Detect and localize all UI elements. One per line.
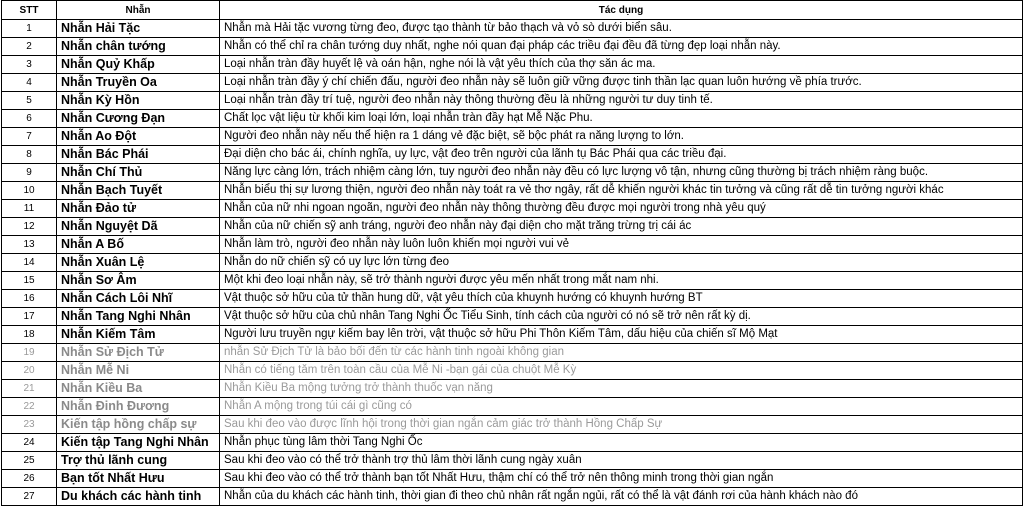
table-row (2, 20, 1023, 38)
table-row (2, 344, 1023, 362)
table-row (2, 254, 1023, 272)
row-effect[interactable]: Nhẫn phục tùng lâm thời Tang Nghi Ốc (220, 434, 1023, 452)
header-row (2, 1, 1023, 20)
row-stt[interactable]: 21 (2, 380, 57, 398)
row-stt[interactable]: 2 (2, 38, 57, 56)
row-stt[interactable]: 16 (2, 290, 57, 308)
row-stt[interactable]: 17 (2, 308, 57, 326)
row-name[interactable]: Nhẫn Chí Thủ (57, 164, 220, 182)
row-stt[interactable]: 14 (2, 254, 57, 272)
row-effect[interactable]: Vật thuộc sở hữu của chủ nhân Tang Nghi Ốc Tiểu Sinh, tính cách của người có nó sẽ trở nên rất kỳ dị. (220, 308, 1023, 326)
row-name[interactable]: Nhẫn Bạch Tuyết (57, 182, 220, 200)
row-effect[interactable]: Nhẫn Kiều Ba mộng tưởng trở thành thuốc vạn năng (220, 380, 1023, 398)
table-row (2, 218, 1023, 236)
row-effect[interactable]: Người đeo nhẫn này nếu thể hiện ra 1 dáng vẻ đặc biệt, sẽ bộc phát ra năng lượng to lớn. (220, 128, 1023, 146)
row-effect[interactable]: Sau khi đeo vào có thể trở thành trợ thủ lâm thời lãnh cung ngày xuân (220, 452, 1023, 470)
header-effect: Tác dụng (220, 1, 1023, 20)
row-effect[interactable]: Chất lọc vật liệu từ khối kim loại lớn, loại nhẫn tràn đầy hạt Mễ Nặc Phu. (220, 110, 1023, 128)
row-stt[interactable]: 9 (2, 164, 57, 182)
row-stt[interactable]: 22 (2, 398, 57, 416)
row-name[interactable]: Nhẫn Tang Nghi Nhân (57, 308, 220, 326)
table-row (2, 290, 1023, 308)
table-row (2, 398, 1023, 416)
header-name: Nhẫn (57, 1, 220, 20)
row-effect[interactable]: Một khi đeo loại nhẫn này, sẽ trở thành người được yêu mến nhất trong mắt nam nhi. (220, 272, 1023, 290)
table-row (2, 416, 1023, 434)
row-effect[interactable]: Năng lực càng lớn, trách nhiệm càng lớn, tuy người đeo nhẫn này đều có lực lượng vô tận, nhưng cũng thường bị trách nhiệm ràng buộc. (220, 164, 1023, 182)
table-row (2, 452, 1023, 470)
table-row (2, 272, 1023, 290)
row-effect[interactable]: Nhẫn A mộng trong túi cái gì cũng có (220, 398, 1023, 416)
row-name[interactable]: Nhẫn Truyền Oa (57, 74, 220, 92)
table-row (2, 74, 1023, 92)
row-name[interactable]: Du khách các hành tinh (57, 488, 220, 506)
row-effect[interactable]: Nhẫn có tiếng tăm trên toàn cầu của Mễ Ni -bạn gái của chuột Mễ Kỳ (220, 362, 1023, 380)
row-stt[interactable]: 18 (2, 326, 57, 344)
table-row (2, 56, 1023, 74)
row-name[interactable]: Nhẫn chân tướng (57, 38, 220, 56)
row-stt[interactable]: 7 (2, 128, 57, 146)
table-row (2, 38, 1023, 56)
table-row (2, 236, 1023, 254)
table-row (2, 380, 1023, 398)
row-effect[interactable]: Đại diện cho bác ái, chính nghĩa, uy lực, vật đeo trên người của lãnh tụ Bác Phái qua các triều đại. (220, 146, 1023, 164)
row-name[interactable]: Nhẫn Xuân Lệ (57, 254, 220, 272)
row-effect[interactable]: Nhẫn của nữ chiến sỹ anh tráng, người đeo nhẫn này đại diện cho mặt trăng trừng trị cái ác (220, 218, 1023, 236)
table-row (2, 182, 1023, 200)
row-name[interactable]: Nhẫn Bác Phái (57, 146, 220, 164)
row-name[interactable]: Nhẫn Kiếm Tâm (57, 326, 220, 344)
row-stt[interactable]: 3 (2, 56, 57, 74)
table-row (2, 362, 1023, 380)
row-effect[interactable]: Nhẫn của du khách các hành tinh, thời gian đi theo chủ nhân rất ngắn ngủi, rất có thể là vật đánh rơi của hành khách nào đó (220, 488, 1023, 506)
row-name[interactable]: Nhẫn Sơ Âm (57, 272, 220, 290)
row-name[interactable]: Nhẫn A Bố (57, 236, 220, 254)
table-row (2, 128, 1023, 146)
table-row (2, 434, 1023, 452)
row-effect[interactable]: Nhẫn có thể chỉ ra chân tướng duy nhất, nghe nói quan đại pháp các triều đại đều đã từng đẹp loại nhẫn này. (220, 38, 1023, 56)
row-stt[interactable]: 12 (2, 218, 57, 236)
table-row (2, 326, 1023, 344)
row-effect[interactable]: Nhẫn biểu thị sự lương thiện, người đeo nhẫn này toát ra vẻ thơ ngây, rất dễ khiến người khác tin tưởng và cũng rất dễ tin tưởng người khác (220, 182, 1023, 200)
row-name[interactable]: Kiến tập Tang Nghi Nhân (57, 434, 220, 452)
row-name[interactable]: Nhẫn Sử Địch Tử (57, 344, 220, 362)
row-name[interactable]: Nhẫn Cương Đạn (57, 110, 220, 128)
row-effect[interactable]: Sau khi đeo vào có thể trở thành bạn tốt Nhất Hưu, thậm chí có thể trở nên thông minh trong thời gian ngắn (220, 470, 1023, 488)
row-name[interactable]: Nhẫn Nguyệt Dã (57, 218, 220, 236)
row-stt[interactable]: 23 (2, 416, 57, 434)
row-effect[interactable]: Sau khi đeo vào được lĩnh hội trong thời gian ngắn cảm giác trở thành Hồng Chấp Sự (220, 416, 1023, 434)
table-row (2, 470, 1023, 488)
row-name[interactable]: Nhẫn Kỳ Hồn (57, 92, 220, 110)
table-row (2, 488, 1023, 506)
row-stt[interactable]: 26 (2, 470, 57, 488)
row-effect[interactable]: Vật thuộc sở hữu của tử thần hung dữ, vật yêu thích của khuynh hướng có khuynh hướng BT (220, 290, 1023, 308)
table-row (2, 164, 1023, 182)
row-name[interactable]: Nhẫn Ao Đột (57, 128, 220, 146)
row-stt[interactable]: 5 (2, 92, 57, 110)
table-row (2, 308, 1023, 326)
row-name[interactable]: Nhẫn Hải Tặc (57, 20, 220, 38)
header-stt: STT (2, 1, 57, 20)
row-stt[interactable]: 6 (2, 110, 57, 128)
row-name[interactable]: Nhẫn Quỷ Khấp (57, 56, 220, 74)
row-effect[interactable]: Người lưu truyền ngự kiếm bay lên trời, vật thuộc sở hữu Phi Thôn Kiếm Tâm, dấu hiệu của chiến sĩ Mộ Mạt (220, 326, 1023, 344)
row-stt[interactable]: 15 (2, 272, 57, 290)
ring-table (1, 0, 1023, 506)
table-row (2, 146, 1023, 164)
row-name[interactable]: Trợ thủ lãnh cung (57, 452, 220, 470)
table-row (2, 110, 1023, 128)
row-effect[interactable]: Nhẫn mà Hải tặc vương từng đeo, được tạo thành từ bảo thạch và vỏ sò dưới biển sâu. (220, 20, 1023, 38)
row-name[interactable]: Nhẫn Cách Lôi Nhĩ (57, 290, 220, 308)
row-name[interactable]: Nhẫn Đảo tử (57, 200, 220, 218)
table-body (2, 20, 1023, 506)
row-name[interactable]: Nhẫn Đinh Đương (57, 398, 220, 416)
row-stt[interactable]: 24 (2, 434, 57, 452)
row-effect[interactable]: nhẫn Sử Địch Tử là bảo bối đến từ các hành tinh ngoài không gian (220, 344, 1023, 362)
row-stt[interactable]: 10 (2, 182, 57, 200)
row-stt[interactable]: 4 (2, 74, 57, 92)
table-row (2, 92, 1023, 110)
row-stt[interactable]: 11 (2, 200, 57, 218)
row-name[interactable]: Bạn tốt Nhất Hưu (57, 470, 220, 488)
row-effect[interactable]: Nhẫn của nữ nhi ngoan ngoãn, người đeo nhẫn này thông thường đều được mọi người trong nhà yêu quý (220, 200, 1023, 218)
row-effect[interactable]: Loại nhẫn tràn đầy ý chí chiến đấu, người đeo nhẫn này sẽ luôn giữ vững được tinh thần lạc quan luôn hướng về phía trước. (220, 74, 1023, 92)
row-name[interactable]: Kiến tập hồng chấp sự (57, 416, 220, 434)
table-row (2, 200, 1023, 218)
row-name[interactable]: Nhẫn Mễ Ni (57, 362, 220, 380)
row-stt[interactable]: 13 (2, 236, 57, 254)
row-stt[interactable]: 19 (2, 344, 57, 362)
row-stt[interactable]: 8 (2, 146, 57, 164)
row-effect[interactable]: Nhẫn làm trò, người đeo nhẫn này luôn luôn khiến mọi người vui vẻ (220, 236, 1023, 254)
row-name[interactable]: Nhẫn Kiều Ba (57, 380, 220, 398)
row-stt[interactable]: 1 (2, 20, 57, 38)
row-effect[interactable]: Loại nhẫn tràn đầy huyết lệ và oán hận, nghe nói là vật yêu thích của thợ săn ác ma. (220, 56, 1023, 74)
row-stt[interactable]: 27 (2, 488, 57, 506)
row-stt[interactable]: 25 (2, 452, 57, 470)
row-effect[interactable]: Nhẫn do nữ chiến sỹ có uy lực lớn từng đeo (220, 254, 1023, 272)
row-effect[interactable]: Loại nhẫn tràn đầy trí tuệ, người đeo nhẫn này thông thường đều là những người tư duy tinh tế. (220, 92, 1023, 110)
row-stt[interactable]: 20 (2, 362, 57, 380)
